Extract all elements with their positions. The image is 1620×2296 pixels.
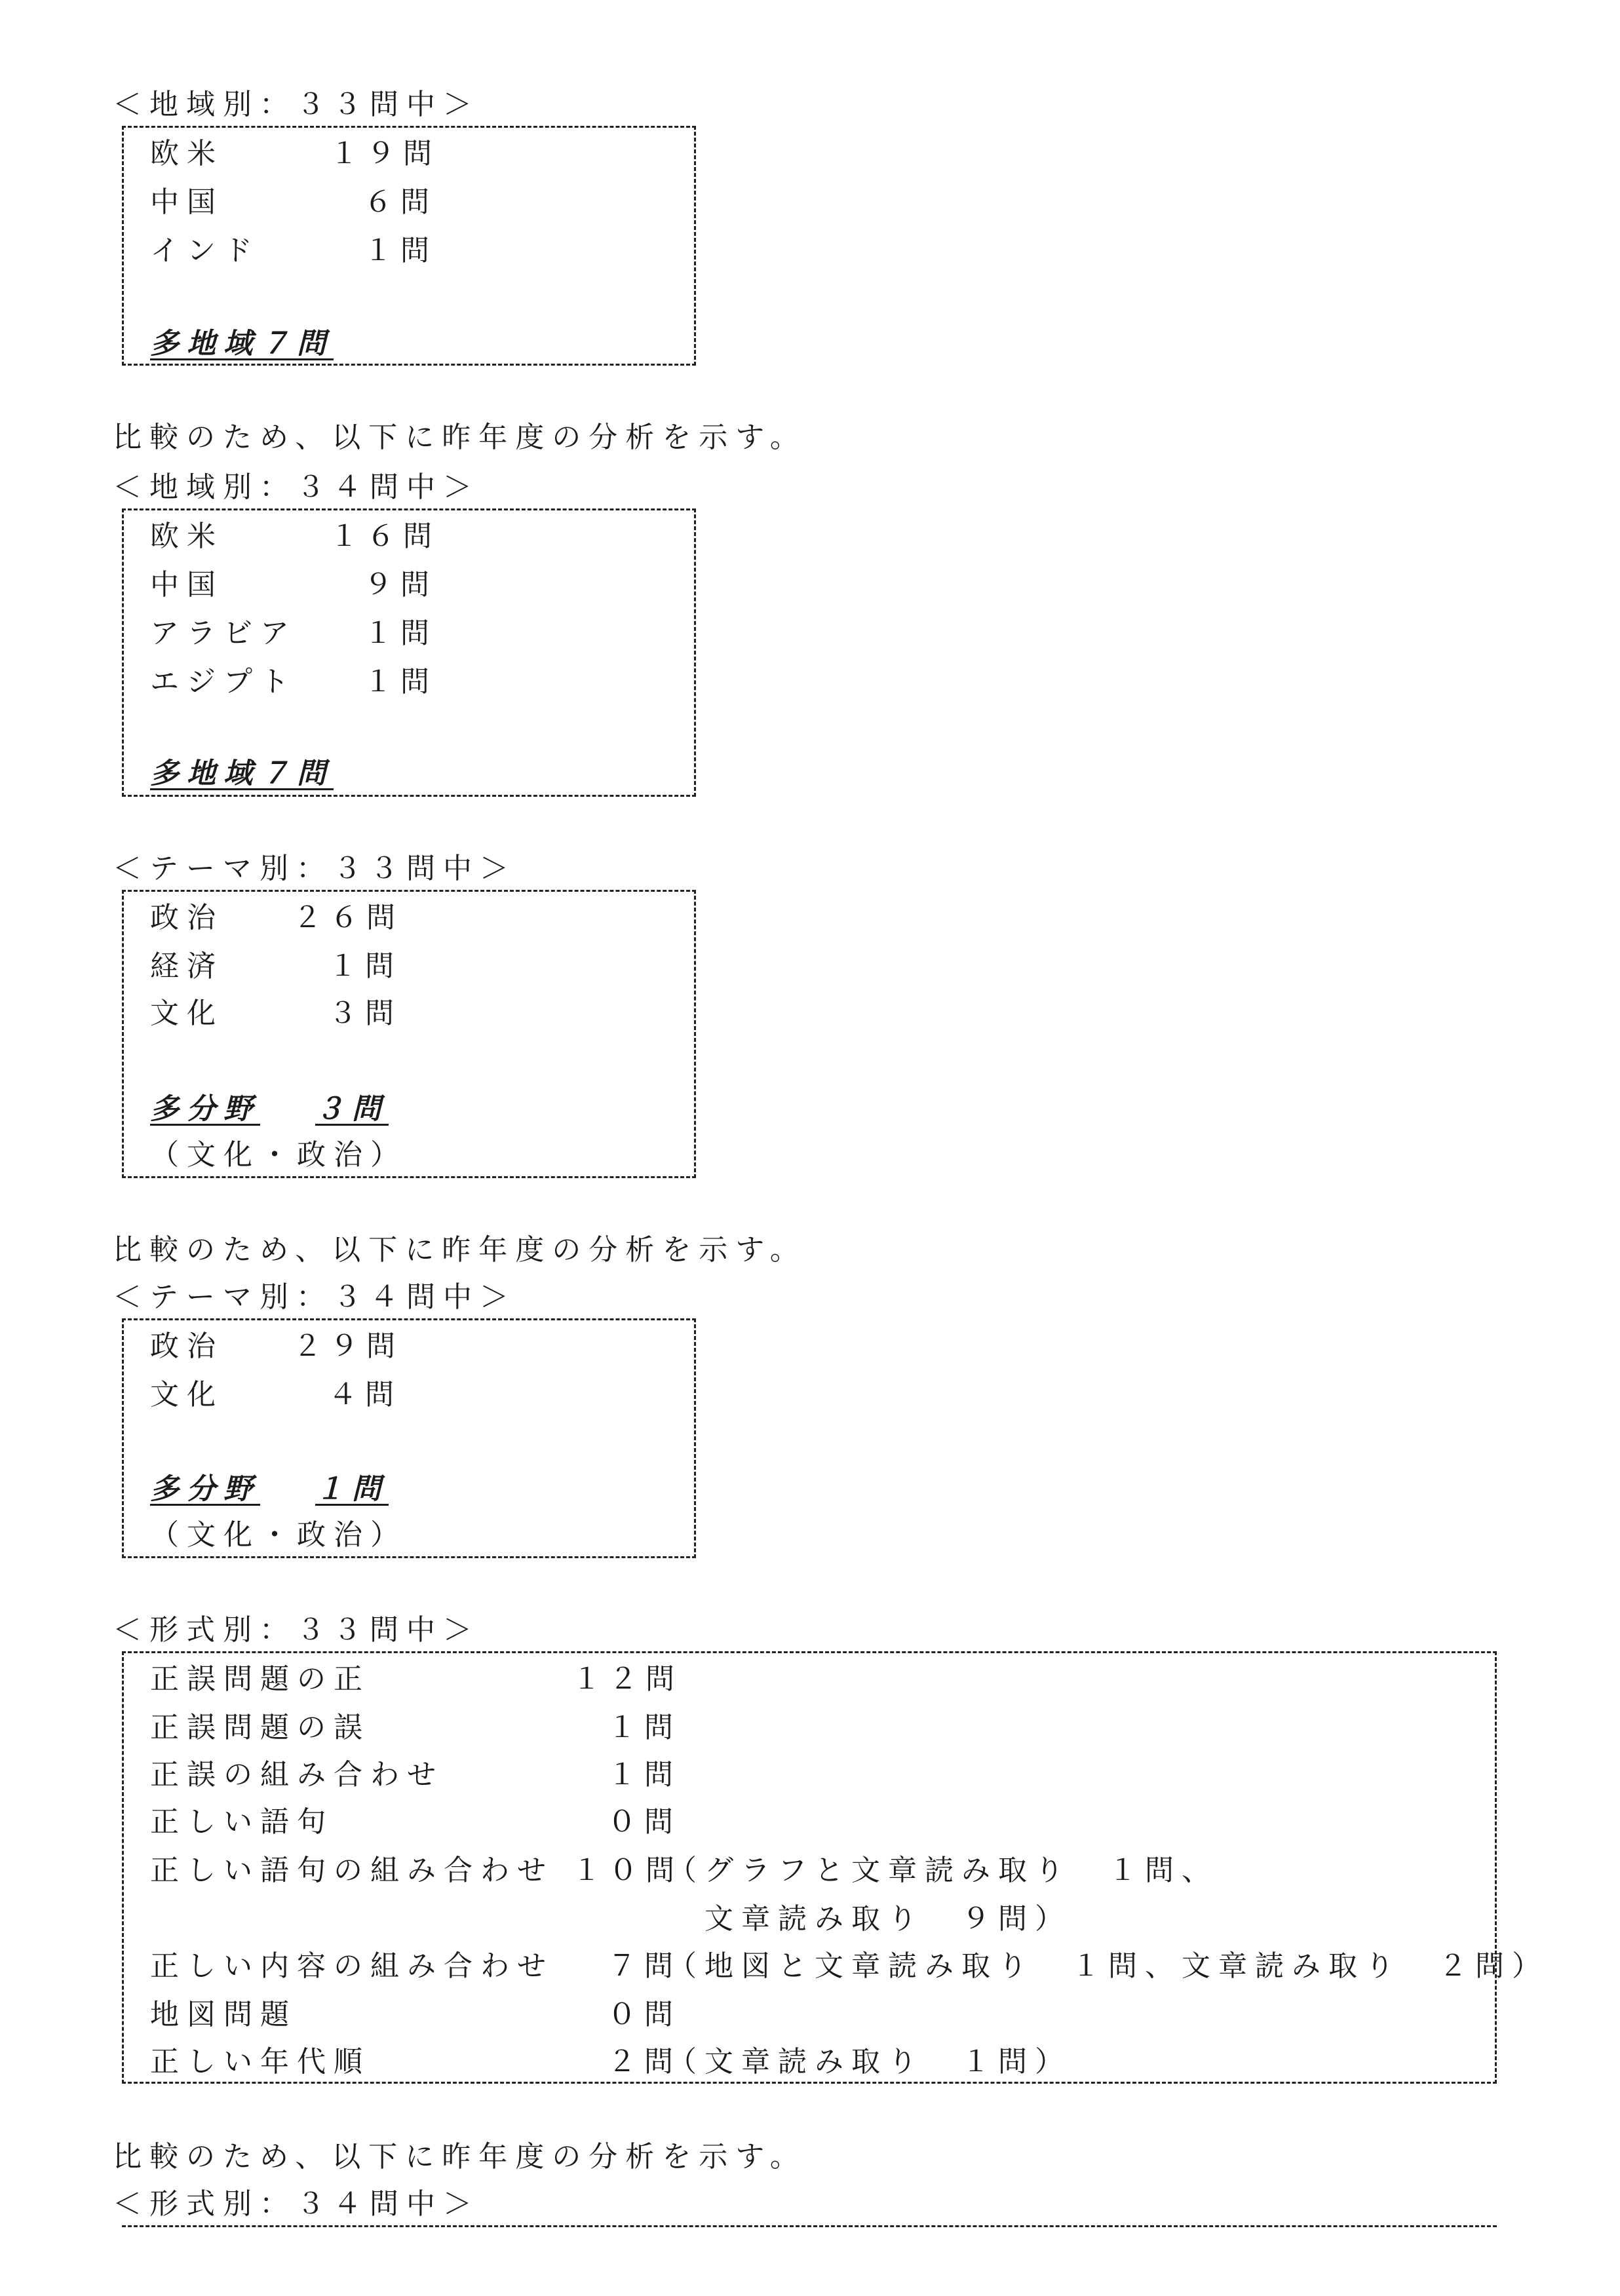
multi-region-label: 多地域７問 [150, 327, 334, 360]
region-row-value: １９問 [330, 137, 440, 170]
region-row-label: 中国 [150, 568, 223, 602]
multi-field-value: １問 [315, 1472, 389, 1506]
region-current-box [122, 126, 696, 366]
format-prev-box [122, 2225, 1497, 2238]
multi-region-label: 多地域７問 [150, 757, 334, 790]
format-row-label: 地図問題 [150, 1998, 297, 2031]
region-row-value: １問 [364, 234, 437, 267]
format-prev-heading: ＜形式別：３４問中＞ [113, 2187, 480, 2221]
format-row-label: 正しい語句の組み合わせ [150, 1854, 554, 1887]
format-row-value: ２問 [608, 2045, 681, 2078]
theme-row-value: ２９問 [293, 1330, 403, 1363]
format-row-label: 正しい語句 [150, 1805, 334, 1839]
theme-current-box [122, 890, 696, 1178]
comparison-note: 比較のため、以下に昨年度の分析を示す。 [113, 421, 807, 454]
region-row-label: エジプト [150, 665, 297, 698]
comparison-note: 比較のため、以下に昨年度の分析を示す。 [113, 2140, 807, 2173]
theme-row-value: ４問 [328, 1378, 402, 1411]
region-row-value: ９問 [364, 568, 437, 602]
format-row-value: １問 [608, 1758, 681, 1791]
multi-field-label: 多分野 [150, 1472, 260, 1506]
format-current-heading: ＜形式別：３３問中＞ [113, 1613, 480, 1647]
theme-current-heading: ＜テーマ別：３３問中＞ [113, 852, 516, 885]
theme-row-label: 文化 [150, 997, 223, 1030]
region-prev-heading: ＜地域別：３４問中＞ [113, 470, 480, 504]
region-row-value: ６問 [364, 185, 437, 219]
format-row-extra: （文章読み取り １問） [668, 2045, 1071, 2078]
theme-row-value: ２６問 [293, 901, 403, 934]
region-row-value: １６問 [330, 520, 440, 553]
format-row-label: 正誤の組み合わせ [150, 1758, 444, 1791]
format-row-value: ０問 [608, 1998, 681, 2031]
format-row-value: ７問 [608, 1949, 681, 1983]
region-row-label: 欧米 [150, 137, 223, 170]
theme-prev-box [122, 1318, 696, 1558]
format-row-value: １０問 [572, 1854, 682, 1887]
multi-field-value: ３問 [315, 1092, 389, 1126]
region-row-label: 欧米 [150, 520, 223, 553]
format-row-label: 正しい内容の組み合わせ [150, 1949, 554, 1983]
format-row-value: １問 [608, 1711, 681, 1744]
multi-field-note: （文化・政治） [150, 1138, 407, 1172]
theme-row-label: 経済 [150, 949, 223, 983]
format-row-label: 正しい年代順 [150, 2045, 370, 2078]
theme-row-label: 政治 [150, 1330, 223, 1363]
region-row-label: インド [150, 234, 260, 267]
region-row-value: １問 [364, 617, 437, 650]
theme-row-label: 政治 [150, 901, 223, 934]
theme-row-label: 文化 [150, 1378, 223, 1411]
format-current-box [122, 1651, 1549, 2084]
format-row-value: ０問 [608, 1805, 681, 1839]
multi-field-note: （文化・政治） [150, 1518, 407, 1552]
region-row-value: １問 [364, 665, 437, 698]
format-row-label: 正誤問題の誤 [150, 1711, 370, 1744]
format-row-label: 正誤問題の正 [150, 1662, 370, 1696]
theme-row-value: １問 [328, 949, 402, 983]
multi-field-line [150, 1472, 393, 1506]
format-row-value: １２問 [572, 1662, 682, 1696]
format-row-extra: 文章読み取り ９問） [704, 1902, 1071, 1936]
comparison-note: 比較のため、以下に昨年度の分析を示す。 [113, 1233, 807, 1267]
format-row-extra: （地図と文章読み取り １問、文章読み取り ２問） [668, 1949, 1549, 1983]
region-row-label: アラビア [150, 617, 297, 650]
region-row-label: 中国 [150, 185, 223, 219]
region-prev-box [122, 508, 696, 797]
region-current-heading: ＜地域別：３３問中＞ [113, 88, 480, 121]
format-row-extra: （グラフと文章読み取り １問、 [668, 1854, 1218, 1887]
multi-field-line [150, 1092, 393, 1126]
multi-field-label: 多分野 [150, 1092, 260, 1126]
theme-row-value: ３問 [328, 997, 402, 1030]
theme-prev-heading: ＜テーマ別：３４問中＞ [113, 1280, 516, 1314]
